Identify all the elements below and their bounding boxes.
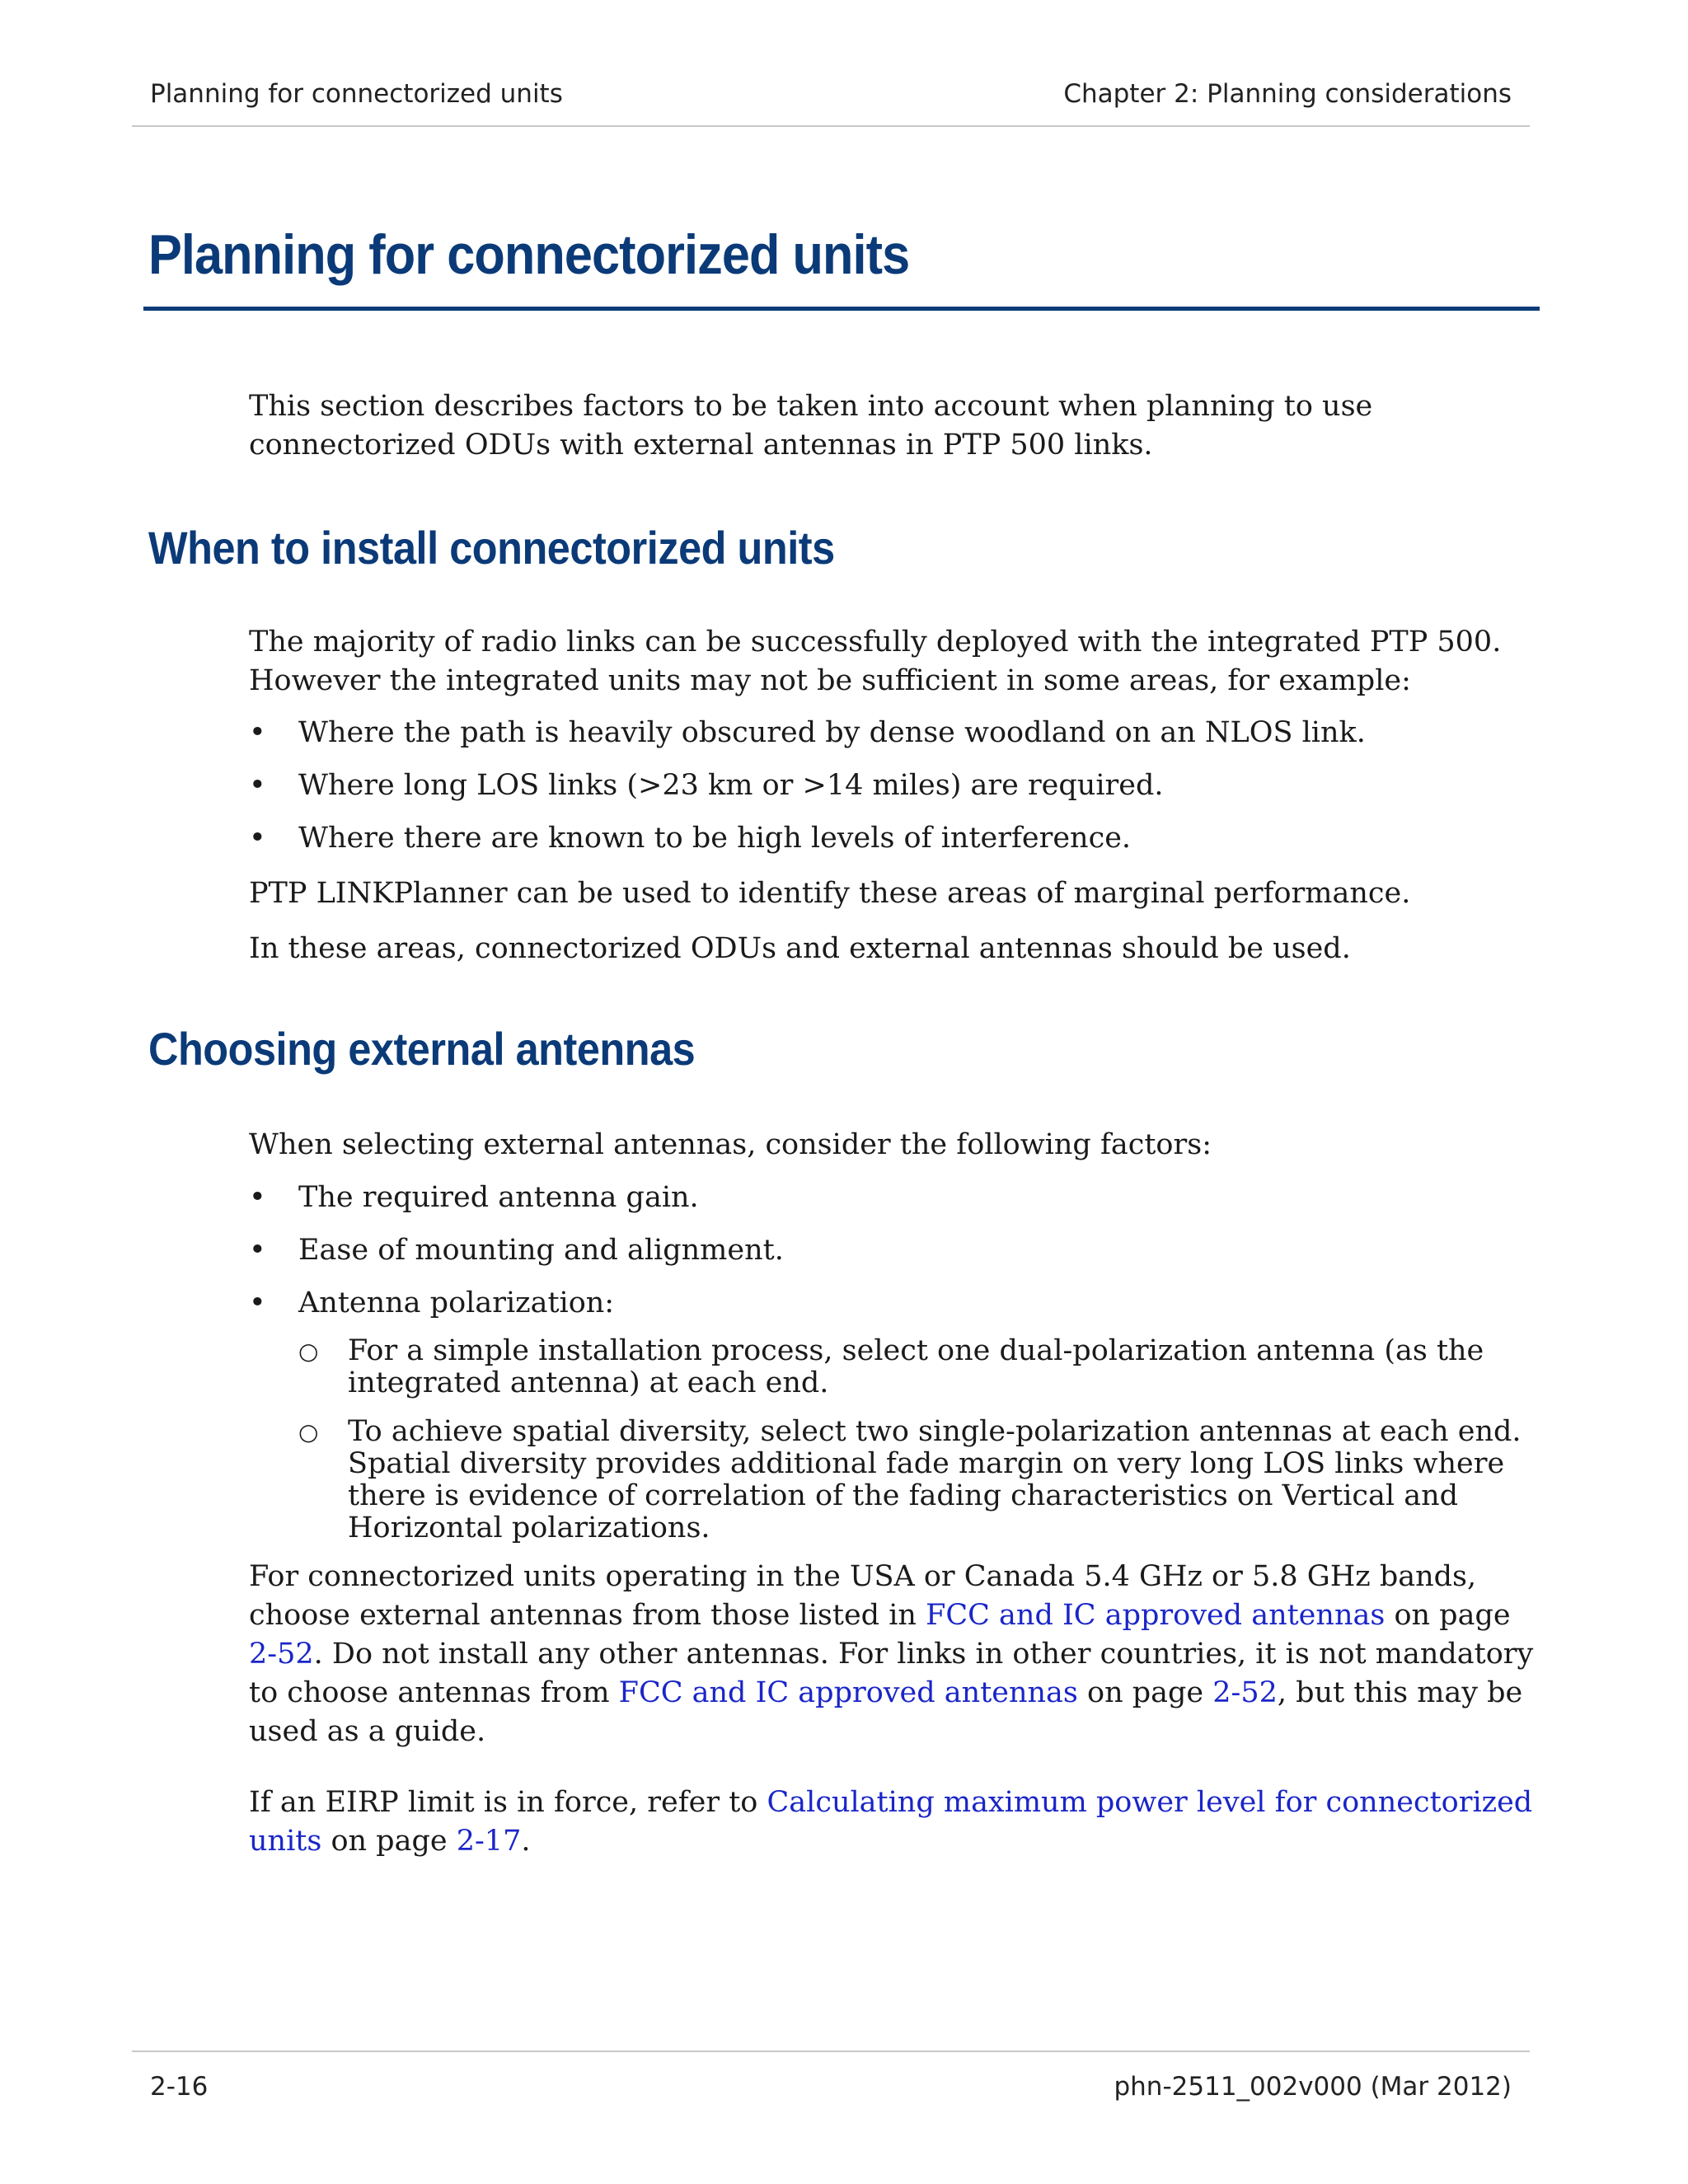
section2-paragraph: When selecting external antennas, consider the following factors: xyxy=(249,1128,1212,1161)
sub-bullet-glyph: ○ xyxy=(298,1338,319,1365)
page-footer xyxy=(132,2050,1530,2102)
fcc-paragraph: For connectorized units operating in the USA or Canada 5.4 GHz or 5.8 GHz bands, choose external antennas from those listed in FCC and IC approved antennas on page 2-52. Do not install any other antennas. For links in other countries, it is not mandatory to choose antennas from FCC and IC approved antennas on page 2-52, but this may be used as a guide. xyxy=(249,1560,1534,1748)
fcc-antennas-link[interactable]: FCC and IC approved antennas xyxy=(618,1676,1078,1709)
section1-paragraph-2: PTP LINKPlanner can be used to identify these areas of marginal performance. xyxy=(249,877,1411,910)
bullet-glyph: • xyxy=(249,1181,266,1214)
page-header xyxy=(132,79,1530,127)
header-left: Planning for connectorized units xyxy=(150,79,563,109)
eirp-paragraph: If an EIRP limit is in force, refer to Calculating maximum power level for connectorized units on page 2-17. xyxy=(249,1786,1533,1858)
sub-bullet-glyph: ○ xyxy=(298,1418,319,1446)
section1-paragraph: The majority of radio links can be successfully deployed with the integrated PTP 500. However the integrated units may not be sufficient in some areas, for example: xyxy=(249,626,1502,697)
header-right: Chapter 2: Planning considerations xyxy=(1063,79,1512,109)
bullet-glyph: • xyxy=(249,1286,266,1319)
section-heading-when: When to install connectorized units xyxy=(148,522,835,574)
bullet-glyph: • xyxy=(249,822,266,855)
calc-max-power-link[interactable]: Calculating maximum power level for connectorized units xyxy=(249,1786,1533,1858)
intro-paragraph: This section describes factors to be taken into account when planning to use connectorized ODUs with external antennas in PTP 500 links. xyxy=(249,390,1373,462)
page-link-2-52[interactable]: 2-52 xyxy=(249,1638,314,1671)
section-heading-choosing: Choosing external antennas xyxy=(148,1023,696,1075)
bullet-glyph: • xyxy=(249,1234,266,1267)
page-link-2-52[interactable]: 2-52 xyxy=(1212,1676,1278,1709)
document-id: phn-2511_002v000 (Mar 2012) xyxy=(1114,2072,1512,2102)
bullet-glyph: • xyxy=(249,769,266,802)
fcc-antennas-link[interactable]: FCC and IC approved antennas xyxy=(926,1599,1386,1632)
bullet-glyph: • xyxy=(249,716,266,749)
page-link-2-17[interactable]: 2-17 xyxy=(456,1825,522,1858)
title-rule xyxy=(143,307,1540,311)
page-title: Planning for connectorized units xyxy=(148,223,910,286)
section1-paragraph-3: In these areas, connectorized ODUs and external antennas should be used. xyxy=(249,932,1351,965)
page-number: 2-16 xyxy=(150,2072,209,2102)
